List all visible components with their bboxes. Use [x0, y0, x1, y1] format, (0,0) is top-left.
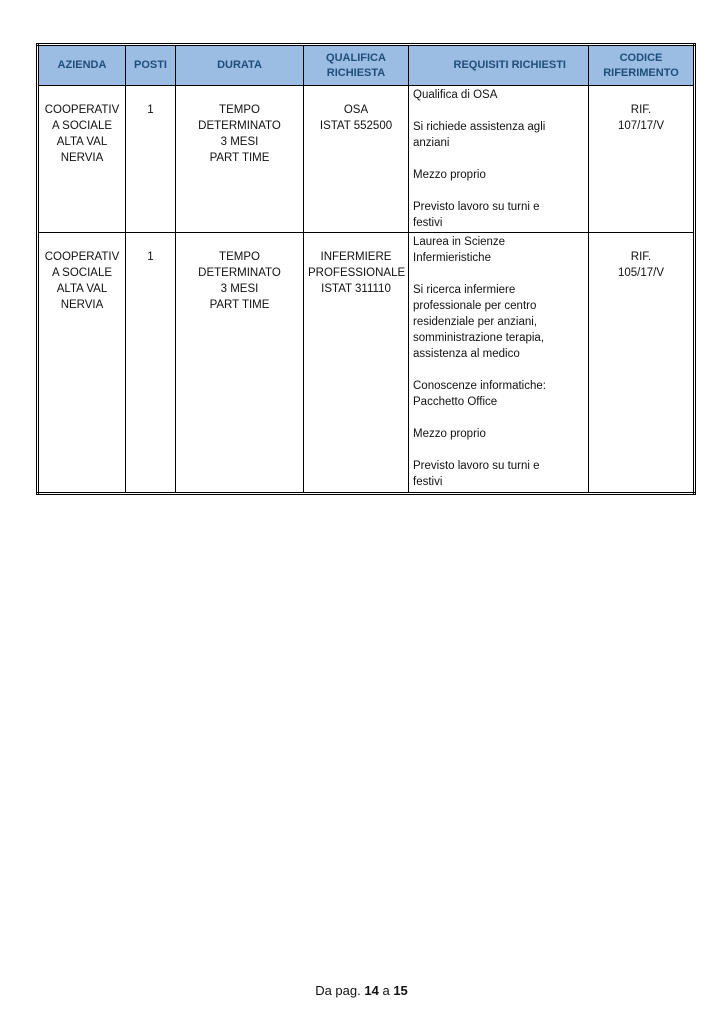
footer-prefix: Da pag.	[315, 983, 361, 998]
durata-line: PART TIME	[209, 152, 270, 164]
durata-line: 3 MESI	[220, 283, 259, 295]
durata-line: TEMPO	[219, 104, 260, 116]
requisito-line: Conoscenze informatiche:	[413, 380, 546, 392]
requisito-paragraph	[413, 234, 584, 266]
requisito-paragraph	[413, 119, 584, 151]
azienda-line: A SOCIALE	[51, 120, 113, 132]
footer-middle: a	[382, 983, 390, 998]
requisito-line: Infermieristiche	[413, 252, 491, 264]
footer-total-pages: 15	[393, 983, 408, 998]
requisito-line: Mezzo proprio	[413, 169, 486, 181]
codice-line: 107/17/V	[617, 120, 665, 132]
cell-qualifica	[304, 86, 409, 233]
qualifica-line: PROFESSIONALE	[308, 267, 406, 279]
requisito-line: Si ricerca infermiere	[413, 284, 516, 296]
requisito-line: festivi	[413, 217, 443, 229]
requisito-line: professionale per centro	[413, 300, 537, 312]
azienda-line: ALTA VAL	[56, 283, 108, 295]
cell-qualifica	[304, 233, 409, 494]
requisito-paragraph	[413, 378, 584, 410]
requisito-line: residenziale per anziani,	[413, 316, 538, 328]
azienda-line: NERVIA	[60, 299, 104, 311]
requisito-line: somministrazione terapia,	[413, 332, 545, 344]
qualifica-line: ISTAT 552500	[319, 120, 393, 132]
durata-line: TEMPO	[219, 251, 260, 263]
requisito-line: Mezzo proprio	[413, 428, 486, 440]
header-qualifica	[304, 45, 409, 86]
header-codice-line: CODICE	[619, 51, 663, 64]
requisito-paragraph	[413, 199, 584, 231]
azienda-line: COOPERATIV	[44, 251, 120, 263]
table-row	[38, 86, 695, 233]
cell-durata	[176, 86, 304, 233]
header-posti: POSTI	[126, 45, 176, 86]
header-codice-line: RIFERIMENTO	[603, 66, 679, 79]
cell-requisiti	[409, 233, 589, 494]
requisito-paragraph	[413, 426, 584, 442]
azienda-line: A SOCIALE	[51, 267, 113, 279]
requisito-line: assistenza al medico	[413, 348, 520, 360]
job-offers-table	[36, 43, 696, 495]
table-row	[38, 233, 695, 494]
header-requisiti: REQUISITI RICHIESTI	[409, 45, 589, 86]
requisito-paragraph	[413, 282, 584, 362]
requisito-line: Qualifica di OSA	[413, 89, 498, 101]
durata-line: DETERMINATO	[198, 267, 281, 279]
requisito-line: festivi	[413, 476, 443, 488]
qualifica-line: OSA	[343, 104, 369, 116]
header-durata: DURATA	[176, 45, 304, 86]
cell-azienda	[38, 86, 126, 233]
cell-posti: 1	[126, 86, 176, 233]
requisito-line: anziani	[413, 137, 450, 149]
cell-posti: 1	[126, 233, 176, 494]
cell-codice	[589, 233, 695, 494]
azienda-line: NERVIA	[60, 152, 104, 164]
codice-line: RIF.	[630, 104, 652, 116]
header-codice	[589, 45, 695, 86]
qualifica-line: INFERMIERE	[320, 251, 392, 263]
requisito-line: Pacchetto Office	[413, 396, 498, 408]
requisito-paragraph	[413, 458, 584, 490]
requisito-line: Si richiede assistenza agli	[413, 121, 546, 133]
cell-durata	[176, 233, 304, 494]
requisito-line: Laurea in Scienze	[413, 236, 506, 248]
page-footer	[0, 983, 723, 998]
durata-line: 3 MESI	[220, 136, 259, 148]
cell-codice	[589, 86, 695, 233]
azienda-line: ALTA VAL	[56, 136, 108, 148]
codice-line: 105/17/V	[617, 267, 665, 279]
qualifica-line: ISTAT 311110	[321, 283, 391, 295]
requisito-line: Previsto lavoro su turni e	[413, 201, 540, 213]
cell-azienda	[38, 233, 126, 494]
footer-current-page: 14	[364, 983, 379, 998]
cell-requisiti	[409, 86, 589, 233]
header-qualifica-line: RICHIESTA	[326, 66, 386, 79]
durata-line: PART TIME	[209, 299, 270, 311]
durata-line: DETERMINATO	[198, 120, 281, 132]
header-qualifica-line: QUALIFICA	[326, 51, 386, 64]
codice-line: RIF.	[630, 251, 652, 263]
header-azienda: AZIENDA	[38, 45, 126, 86]
azienda-line: COOPERATIV	[44, 104, 120, 116]
requisito-paragraph	[413, 87, 584, 103]
table-header-row	[38, 45, 695, 86]
requisito-paragraph	[413, 167, 584, 183]
requisito-line: Previsto lavoro su turni e	[413, 460, 540, 472]
